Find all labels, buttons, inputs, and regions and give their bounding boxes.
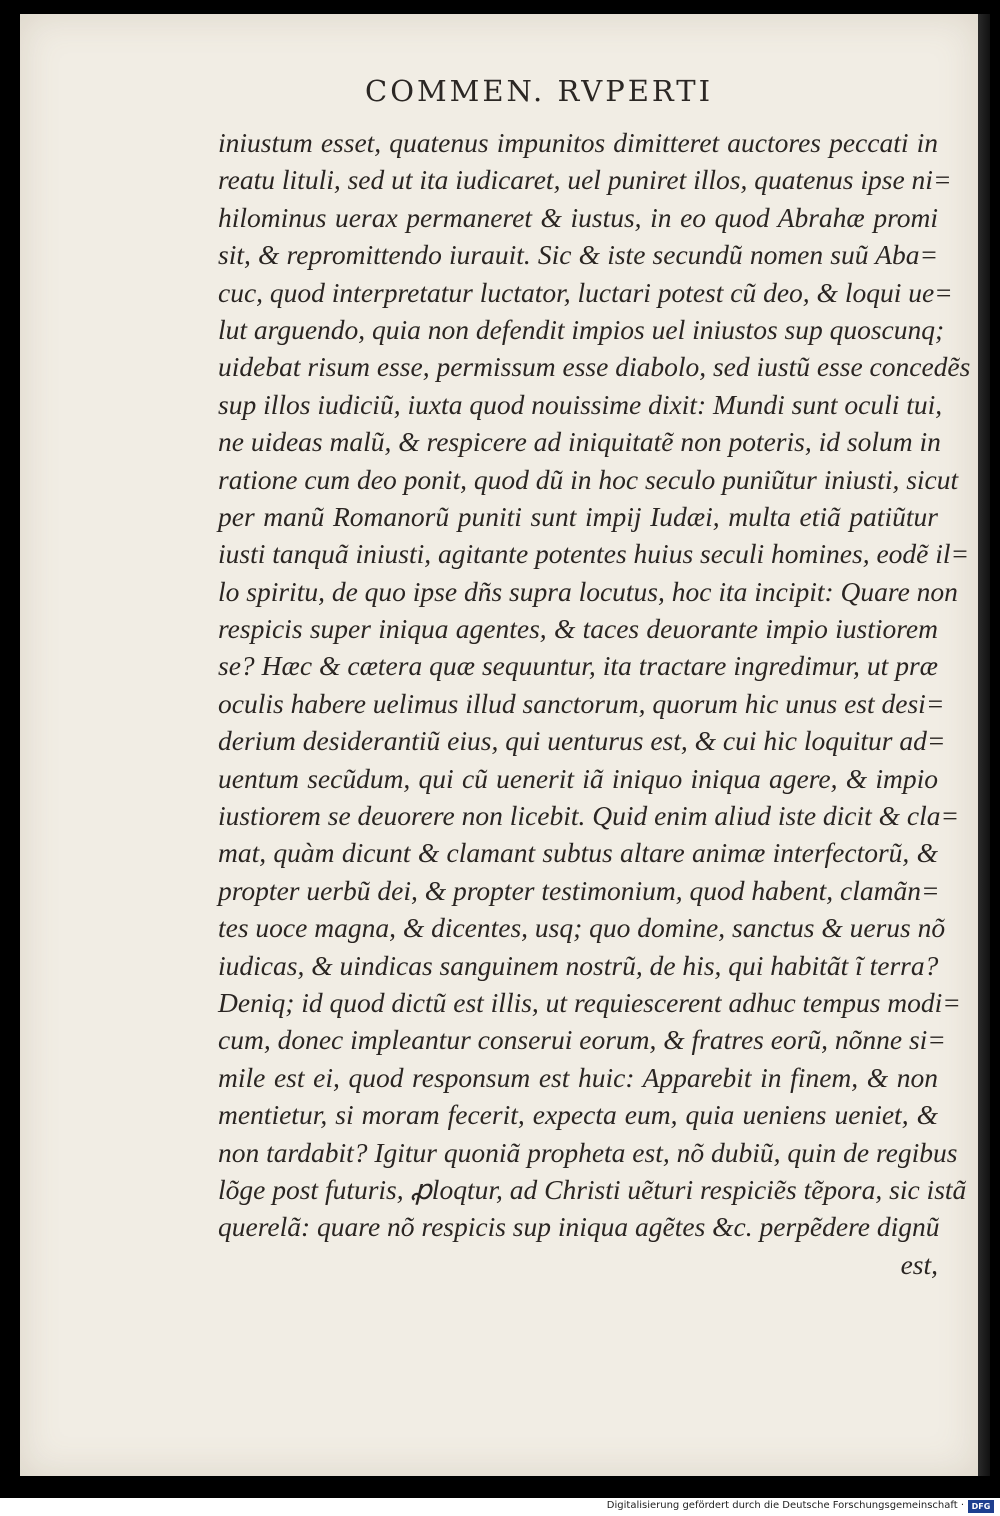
funding-credit: Digitalisierung gefördert durch die Deutsche Forschungsgemeinschaft · <box>606 1500 964 1511</box>
text-line: Deniq; id quod dictũ est illis, ut requiescerent adhuc tempus modi= <box>218 986 961 1018</box>
text-line: derium desiderantiũ eius, qui uenturus est, & cui hic loquitur ad= <box>218 725 946 757</box>
text-line: mile est ei, quod responsum est huic: Apparebit in finem, & non <box>218 1061 938 1093</box>
text-line: sit, & repromittendo iurauit. Sic & iste secundũ nomen suũ Aba= <box>218 239 938 271</box>
text-line: oculis habere uelimus illud sanctorum, quorum hic unus est desi= <box>218 687 945 719</box>
text-line: iustiorem se deuorere non licebit. Quid enim aliud iste dicit & cla= <box>218 800 960 832</box>
text-line: uidebat risum esse, permissum esse diabolo, sed iustũ esse concedẽs <box>218 351 971 383</box>
text-line: mentietur, si moram fecerit, expecta eum, quia ueniens ueniet, & <box>218 1099 938 1131</box>
text-line: ne uideas malũ, & respicere ad iniquitatẽ non poteris, id solum in <box>218 426 941 458</box>
page-edge <box>978 14 990 1476</box>
text-line: lut arguendo, quia non defendit impios uel iniustos sup quoscunq; <box>218 313 945 345</box>
text-line: uentum secũdum, qui cũ uenerit iã iniquo iniqua agere, & impio <box>218 762 938 794</box>
body-text <box>218 124 971 1283</box>
text-line: iniustum esset, quatenus impunitos dimitteret auctores peccati in <box>218 127 938 158</box>
catchword: est, <box>900 1248 938 1280</box>
text-line: iusti tanquã iniusti, agitante potentes huius seculi homines, eodẽ il= <box>218 538 970 570</box>
text-line: non tardabit? Igitur quoniã propheta est, nõ dubiũ, quin de regibus <box>218 1136 958 1168</box>
text-line: lõge post futuris, ꝓloqtur, ad Christi uẽturi respiciẽs tẽpora, sic istã <box>218 1173 967 1205</box>
running-header: COMMEN. RVPERTI <box>365 74 714 108</box>
text-line: se? Hæc & cætera quæ sequuntur, ita tractare ingredimur, ut præ <box>218 650 938 682</box>
text-line: ratione cum deo ponit, quod dũ in hoc seculo puniũtur iniusti, sicut <box>218 463 959 495</box>
text-line: hilominus uerax permaneret & iustus, in eo quod Abrahæ promi <box>218 201 938 233</box>
text-line: sup illos iudiciũ, iuxta quod nouissime dixit: Mundi sunt oculi tui, <box>218 388 943 420</box>
text-line: querelã: quare nõ respicis sup iniqua agẽtes &c. perpẽdere dignũ <box>218 1211 940 1243</box>
text-line: per manũ Romanorũ puniti sunt impij Iudæi, multa etiã patiũtur <box>218 500 938 532</box>
text-line: cum, donec impleantur conserui eorum, & fratres eorũ, nõnne si= <box>218 1024 946 1056</box>
text-line: lo spiritu, de quo ipse dñs supra locutus, hoc ita incipit: Quare non <box>218 575 958 607</box>
text-line: reatu lituli, sed ut ita iudicaret, uel puniret illos, quatenus ipse ni= <box>218 164 952 196</box>
text-line: propter uerbũ dei, & propter testimonium, quod habent, clamãn= <box>218 874 940 906</box>
dfg-logo: DFG <box>968 1500 994 1513</box>
text-line: iudicas, & uindicas sanguinem nostrũ, de his, qui habitãt ĩ terra? <box>218 949 939 981</box>
text-line: mat, quàm dicunt & clamant subtus altare animæ interfectorũ, & <box>218 837 938 869</box>
text-line: respicis super iniqua agentes, & taces deuorante impio iustiorem <box>218 613 938 645</box>
text-line: cuc, quod interpretatur luctator, luctari potest cũ deo, & loqui ue= <box>218 276 953 308</box>
text-line: tes uoce magna, & dicentes, usq; quo domine, sanctus & uerus nõ <box>218 912 946 944</box>
